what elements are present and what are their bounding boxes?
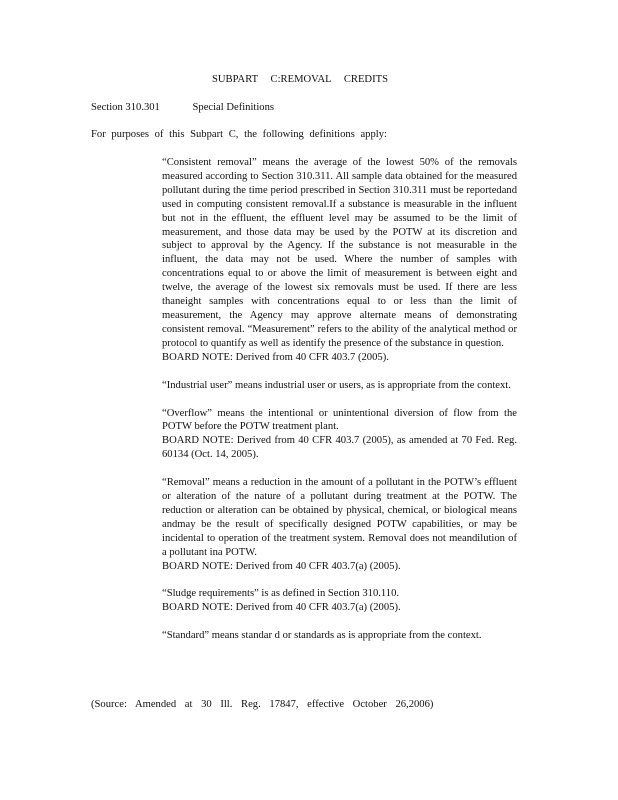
definition-text: “Standard” means standar d or standards as is appropriate from the context. — [162, 630, 482, 642]
definition-sludge-requirements — [162, 587, 517, 615]
section-header — [91, 101, 274, 115]
definition-consistent-removal — [162, 156, 517, 365]
board-note: BOARD NOTE: Derived from 40 CFR 403.7 (2005), as amended at 70 Fed. Reg. 60134 (Oct. 14, 2005). — [162, 435, 517, 461]
board-note: BOARD NOTE: Derived from 40 CFR 403.7 (2005). — [162, 351, 389, 363]
definition-text: “Industrial user” means industrial user or users, as is appropriate from the context. — [162, 379, 511, 391]
definition-removal — [162, 476, 517, 573]
subpart-heading: SUBPART C:REMOVAL CREDITS — [212, 74, 388, 85]
definition-industrial-user — [162, 379, 517, 393]
definition-standard — [162, 629, 517, 643]
section-title: Special Definitions — [192, 102, 275, 113]
definition-text: “Removal” means a reduction in the amount of a pollutant in the POTW’s effluent or alteration of the nature of a pollutant during treatment at the POTW. The reduction or alteration can be obtained by physical, chemical, or biological means andmay be the result of specifically designed POTW capabilities, or may be incidental to operation of the treatment system. Removal does not meandilution of a pollutant ina POTW. — [162, 477, 517, 558]
board-note: BOARD NOTE: Derived from 40 CFR 403.7(a) (2005). — [162, 602, 401, 614]
definition-text: “Sludge requirements” is as defined in Section 310.110. — [162, 588, 400, 600]
source-note: (Source: Amended at 30 Ill. Reg. 17847, effective October 26,2006) — [91, 699, 434, 710]
intro-paragraph: For purposes of this Subpart C, the following definitions apply: — [91, 129, 387, 140]
section-number: Section 310.301 — [91, 102, 160, 113]
definitions-list — [162, 156, 517, 657]
definition-text: “Overflow” means the intentional or unintentional diversion of flow from the POTW before the POTW treatment plant. — [162, 407, 517, 433]
definition-text: “Consistent removal” means the average of the lowest 50% of the removals measured according to Section 310.311. All sample data obtained for the measured pollutant during the time period prescribed in Section 310.311 must be reportedand used in computing consistent removal.If a substance is measurable in the influent but not in the effluent, the effluent level may be assumed to be the limit of measurement, and those data may be used by the POTW at its discretion and subject to approval by the Agency. If the substance is not measurable in the influent, the data may not be used. Where the number of samples with concentrations equal to or above the limit of measurement is between eight and twelve, the average of the lowest six removals must be used. If there are less thaneight samples with concentrations equal to or less than the limit of measurement, the Agency may approve alternate means of demonstrating consistent removal. “Measurement” refers to the ability of the analytical method or protocol to quantify as well as identify the presence of the substance in question. — [162, 157, 517, 349]
definition-overflow — [162, 407, 517, 463]
board-note: BOARD NOTE: Derived from 40 CFR 403.7(a) (2005). — [162, 560, 401, 572]
